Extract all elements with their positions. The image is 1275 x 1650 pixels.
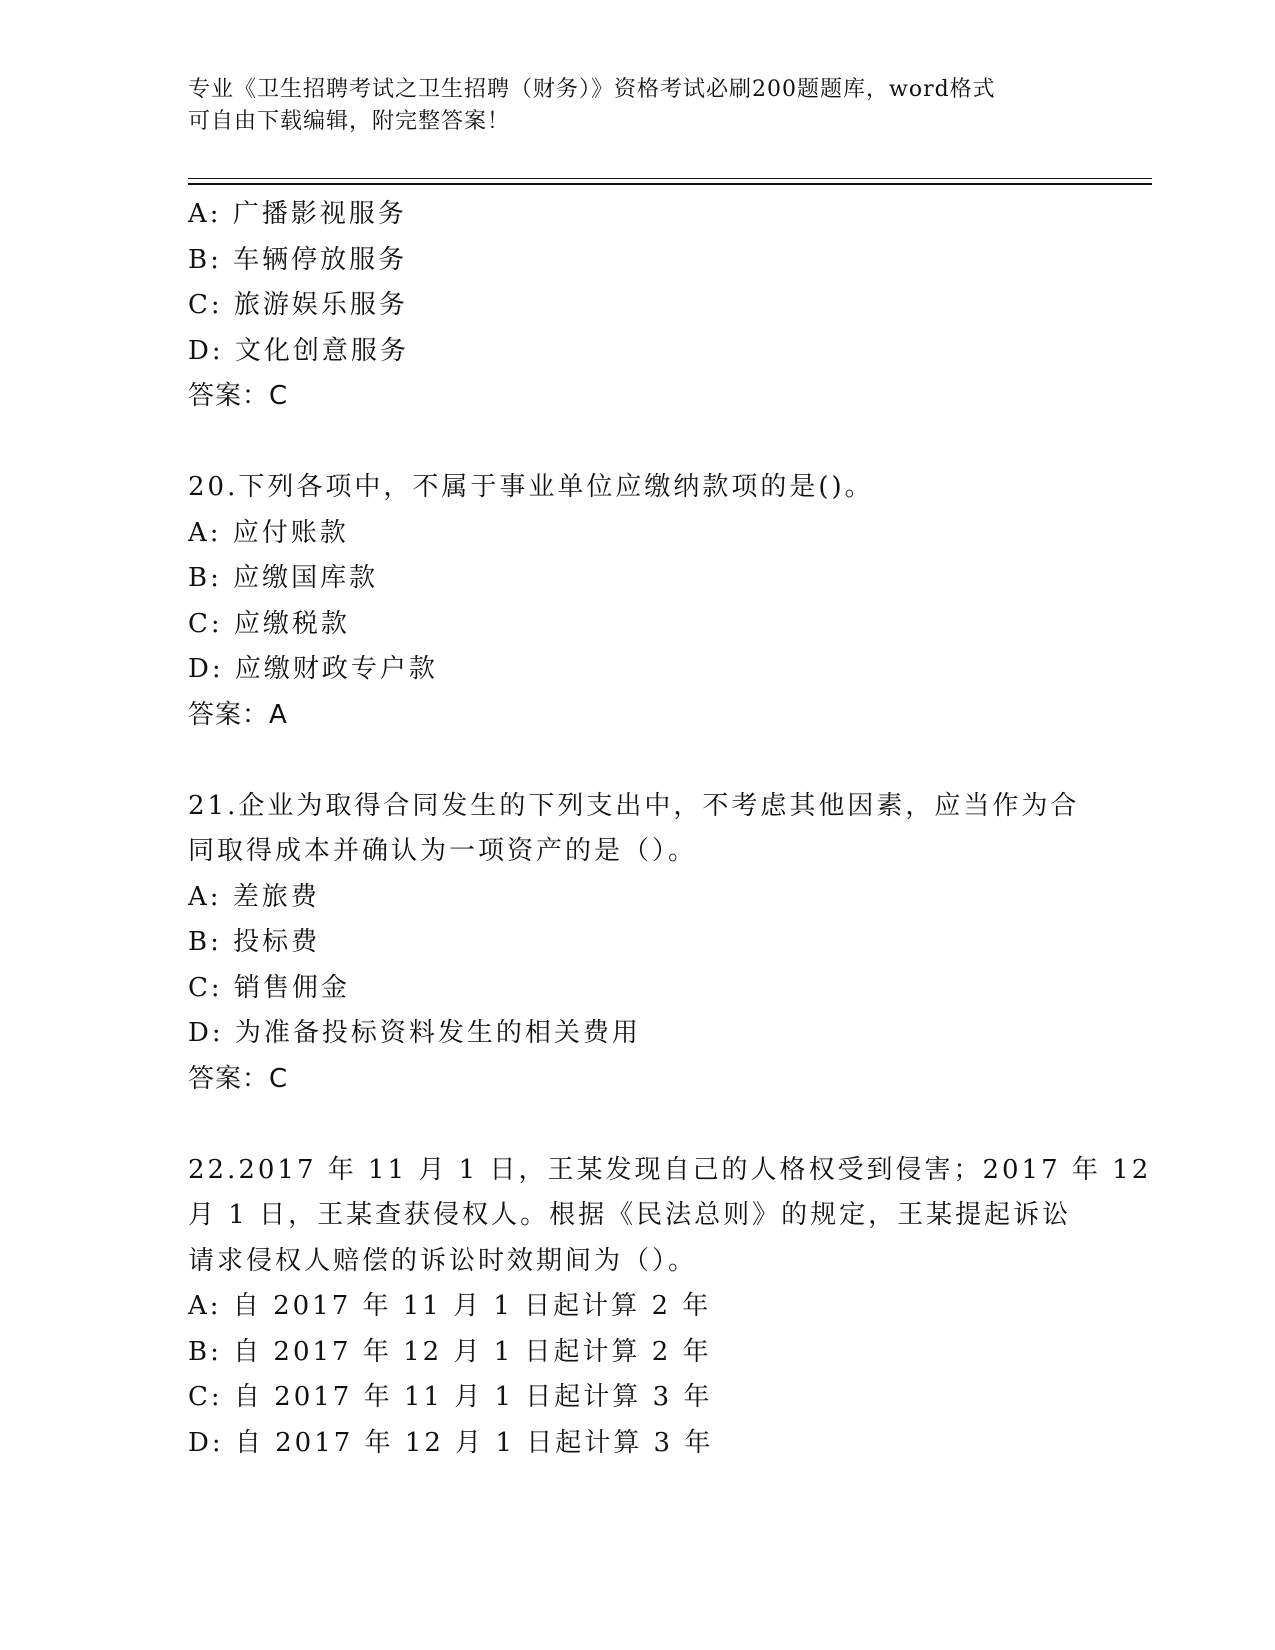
question-text: 20.下列各项中，不属于事业单位应缴纳款项的是()。 <box>188 472 874 502</box>
option-a: A: 差旅费 <box>188 881 320 912</box>
option-a: A: 应付账款 <box>188 517 349 548</box>
header-line-1: 专业《卫生招聘考试之卫生招聘（财务）》资格考试必刷200题题库，word格式 <box>188 77 996 102</box>
option-d: D: 应缴财政专户款 <box>188 654 438 684</box>
spacer <box>188 738 1088 784</box>
spacer <box>188 1102 1088 1148</box>
option-a: A: 广播影视服务 <box>188 199 407 229</box>
option-a: A: 自 2017 年 11 月 1 日起计算 2 年 <box>188 1291 712 1321</box>
document-header <box>188 74 1088 138</box>
option-b: B: 自 2017 年 12 月 1 日起计算 2 年 <box>188 1336 712 1367</box>
header-rule-thin <box>188 178 1152 179</box>
header-rule-thick <box>188 183 1152 185</box>
question-text-line-1: 22.2017 年 11 月 1 日，王某发现自己的人格权受到侵害；2017 年 12 <box>188 1154 1152 1185</box>
answer: 答案：A <box>188 699 288 730</box>
option-b: B: 投标费 <box>188 927 321 957</box>
option-d: D: 为准备投标资料发生的相关费用 <box>188 1018 641 1048</box>
question-text-line-2: 月 1 日，王某查获侵权人。根据《民法总则》的规定，王某提起诉讼 <box>188 1200 1072 1230</box>
option-c: C: 旅游娱乐服务 <box>188 290 408 320</box>
option-d: D: 文化创意服务 <box>188 335 409 366</box>
question-text-line-2: 同取得成本并确认为一项资产的是（）。 <box>188 836 698 866</box>
answer: 答案：C <box>188 381 289 411</box>
option-b: B: 车辆停放服务 <box>188 244 408 275</box>
question-text-line-3: 请求侵权人赔偿的诉讼时效期间为（）。 <box>188 1245 698 1276</box>
option-c: C: 自 2017 年 11 月 1 日起计算 3 年 <box>188 1382 713 1412</box>
header-line-2: 可自由下载编辑，附完整答案！ <box>188 109 511 134</box>
spacer <box>188 420 1088 466</box>
question-22 <box>188 1148 1152 1467</box>
question-20 <box>188 465 1088 738</box>
option-b: B: 应缴国库款 <box>188 563 379 593</box>
option-c: C: 销售佣金 <box>188 972 350 1003</box>
answer: 答案：C <box>188 1063 289 1094</box>
question-19 <box>188 192 1088 420</box>
question-text-line-1: 21.企业为取得合同发生的下列支出中，不考虑其他因素，应当作为合 <box>188 790 1080 821</box>
question-21 <box>188 784 1088 1103</box>
question-list <box>188 192 1152 1466</box>
option-c: C: 应缴税款 <box>188 608 350 639</box>
option-d: D: 自 2017 年 12 月 1 日起计算 3 年 <box>188 1427 714 1458</box>
